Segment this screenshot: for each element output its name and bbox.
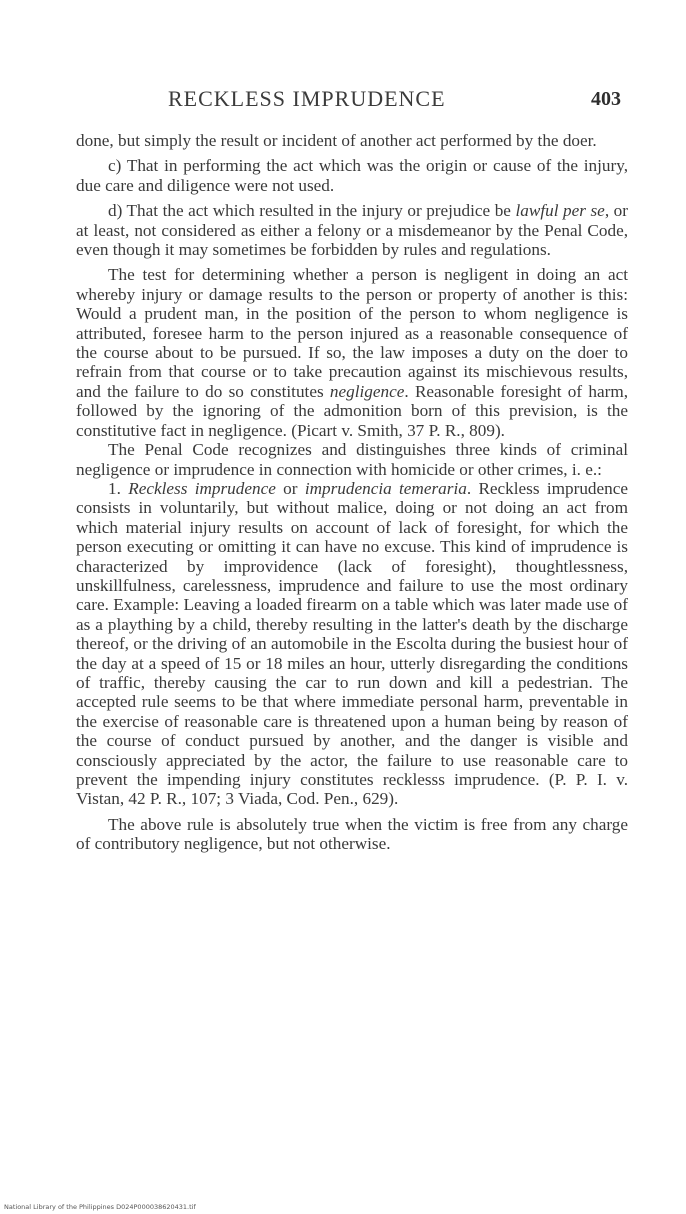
running-head bbox=[0, 86, 686, 116]
italic-term: negligence bbox=[329, 381, 405, 401]
paragraph-text: The Penal Code recognizes and distinguishes three kinds of criminal negligence or imprudence in connection with homicide or other crimes, i. e.: bbox=[76, 440, 628, 479]
paragraph-text: c) That in performing the act which was the origin or cause of the injury, due care and diligence were not used. bbox=[76, 156, 628, 195]
paragraph-text: The above rule is absolutely true when the victim is free from any charge of contributory negligence, but not otherwise. bbox=[76, 814, 628, 854]
italic-term: lawful per se bbox=[515, 201, 605, 221]
paragraph-continuation bbox=[76, 131, 628, 150]
page-number: 403 bbox=[591, 88, 621, 110]
paragraph-penal-code bbox=[76, 440, 628, 479]
paragraph-text: The test for determining whether a person is negligent in doing an act whereby injury or damage results to the person or property of another is this: Would a prudent man, in the position of the person to whom negligence is attributed, foresee harm to the person injured as a reasonable consequence of the course about to be pursued. If so, the law imposes a duty on the doer to refrain from that course or to take precaution against its mischievous results, and the failure to do so constitutes bbox=[76, 265, 628, 401]
italic-term: Reckless imprudence bbox=[128, 478, 276, 498]
connector-text: or bbox=[275, 478, 305, 498]
item-number: 1. bbox=[108, 478, 121, 498]
paragraph-reckless-imprudence bbox=[76, 479, 628, 809]
paragraph-d bbox=[76, 201, 628, 259]
paragraph-negligence-test bbox=[76, 265, 628, 440]
paragraph-c bbox=[76, 156, 628, 195]
paragraph-text: d) That the act which resulted in the injury or prejudice be bbox=[108, 201, 516, 221]
running-title: RECKLESS IMPRUDENCE bbox=[168, 86, 446, 111]
italic-term: imprudencia temeraria bbox=[304, 478, 467, 498]
scan-source-note: National Library of the Philippines D024P000038620431.tif bbox=[4, 1203, 196, 1211]
paragraph-text: . Reckless imprudence consists in voluntarily, but without malice, doing or not doing an act from which material injury results on account of lack of foresight, for which the person executing or omitting it can have no excuse. This kind of imprudence is characterized by improvidence (lack of foresight), thoughtlessness, unskillfulness, carelessness, imprudence and failure to use the most ordinary care. Example: Leaving a loaded firearm on a table which was later made use of as a plaything by a child, thereby resulting in the latter's death by the discharge thereof, or the driving of an automobile in the Escolta during the busiest hour of the day at a speed of 15 or 18 miles an hour, utterly disregarding the conditions of traffic, thereby causing the car to run down and kill a pedestrian. The accepted rule seems to be that where immediate personal harm, preventable in the exercise of reasonable care is threatened upon a human being by reason of the course of conduct pursued by another, and the danger is visible and consciously appreciated by the actor, the failure to use reasonable care to prevent the impending injury constitutes recklesss imprudence. (P. P. I. v. Vistan, 42 P. R., 107; 3 Viada, Cod. Pen., 629). bbox=[76, 478, 628, 809]
paragraph-text: , or at least, not considered as either a felony or a misdemeanor by the Penal Code, even though it may sometimes be forbidden by rules and regulations. bbox=[76, 201, 628, 260]
body-text bbox=[76, 131, 628, 854]
paragraph-text: . Reasonable foresight of harm, followed by the ignoring of the admonition born of this prevision, is the constitutive fact in negligence. (Picart v. Smith, 37 P. R., 809). bbox=[76, 381, 629, 440]
paragraph-text: done, but simply the result or incident of another act performed by the doer. bbox=[76, 131, 597, 150]
paragraph-above-rule bbox=[76, 815, 628, 854]
